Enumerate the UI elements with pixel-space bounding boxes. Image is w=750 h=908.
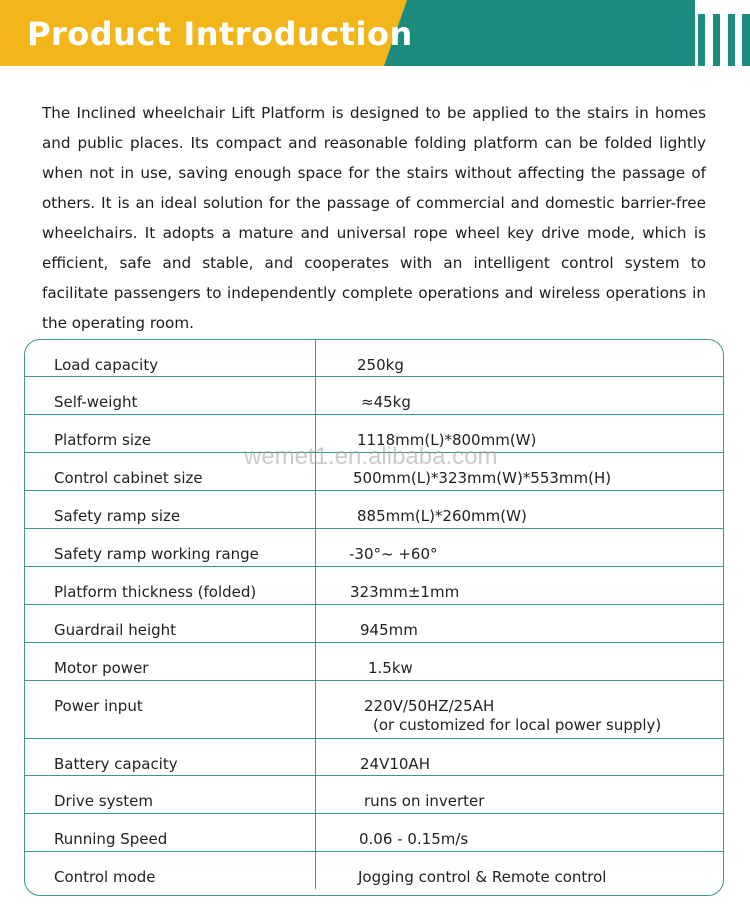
spec-table <box>24 339 724 896</box>
spec-label: Platform size <box>25 415 316 452</box>
table-row <box>25 852 723 889</box>
table-row <box>25 377 723 415</box>
spec-label: Motor power <box>25 643 316 680</box>
spec-value: 0.06 - 0.15m/s <box>359 830 469 848</box>
spec-value-note: (or customized for local power supply) <box>373 716 662 734</box>
spec-value-line: 220V/50HZ/25AH <box>364 697 495 715</box>
spec-label: Safety ramp working range <box>25 529 316 566</box>
spec-label: Control cabinet size <box>25 453 316 490</box>
spec-value: 1.5kw <box>368 659 413 677</box>
spec-label: Guardrail height <box>25 605 316 642</box>
spec-value: 323mm±1mm <box>350 583 460 601</box>
spec-value: 500mm(L)*323mm(W)*553mm(H) <box>353 469 612 487</box>
table-row <box>25 814 723 852</box>
banner-stripe-1 <box>698 14 705 66</box>
spec-value: 885mm(L)*260mm(W) <box>357 507 527 525</box>
spec-label: Safety ramp size <box>25 491 316 528</box>
spec-value: 24V10AH <box>360 755 430 773</box>
spec-value: 945mm <box>360 621 418 639</box>
page-title: Product Introduction <box>27 15 413 53</box>
watermark: wemet1.en.alibaba.com <box>244 443 498 470</box>
table-row <box>25 491 723 529</box>
spec-label: Control mode <box>25 852 316 889</box>
table-row <box>25 340 723 377</box>
spec-value: ≈45kg <box>361 393 411 411</box>
table-row <box>25 739 723 776</box>
table-row <box>25 453 723 491</box>
table-row <box>25 415 723 453</box>
spec-label: Drive system <box>25 776 316 813</box>
banner-stripe-3 <box>728 14 735 66</box>
spec-label: Running Speed <box>25 814 316 851</box>
table-row <box>25 567 723 605</box>
table-row <box>25 605 723 643</box>
spec-label: Power input <box>25 681 316 738</box>
banner-teal-band <box>384 0 695 66</box>
spec-value <box>316 681 723 738</box>
table-row <box>25 776 723 814</box>
spec-label: Platform thickness (folded) <box>25 567 316 604</box>
table-row <box>25 681 723 739</box>
banner-stripe-2 <box>713 14 720 66</box>
spec-value: 250kg <box>357 356 404 374</box>
spec-label: Load capacity <box>25 340 316 376</box>
table-row <box>25 529 723 567</box>
table-row <box>25 643 723 681</box>
header-banner <box>0 0 750 66</box>
spec-value: runs on inverter <box>364 792 485 810</box>
spec-value: -30°~ +60° <box>349 545 438 563</box>
spec-label: Self-weight <box>25 377 316 414</box>
spec-label: Battery capacity <box>25 739 316 775</box>
intro-paragraph: The Inclined wheelchair Lift Platform is designed to be applied to the stairs in homes and public places. Its compact and reasonable folding platform can be folded lightly when not in use, saving enough space for the stairs without affecting the passage of others. It is an ideal solution for the passage of commercial and domestic barrier-free wheelchairs. It adopts a mature and universal rope wheel key drive mode, which is efficient, safe and stable, and cooperates with an intelligent control system to facilitate passengers to independently complete operations and wireless operations in the operating room. <box>42 104 706 332</box>
spec-value: 1118mm(L)*800mm(W) <box>357 431 537 449</box>
banner-stripe-4 <box>742 14 750 66</box>
spec-value: Jogging control & Remote control <box>358 868 607 886</box>
